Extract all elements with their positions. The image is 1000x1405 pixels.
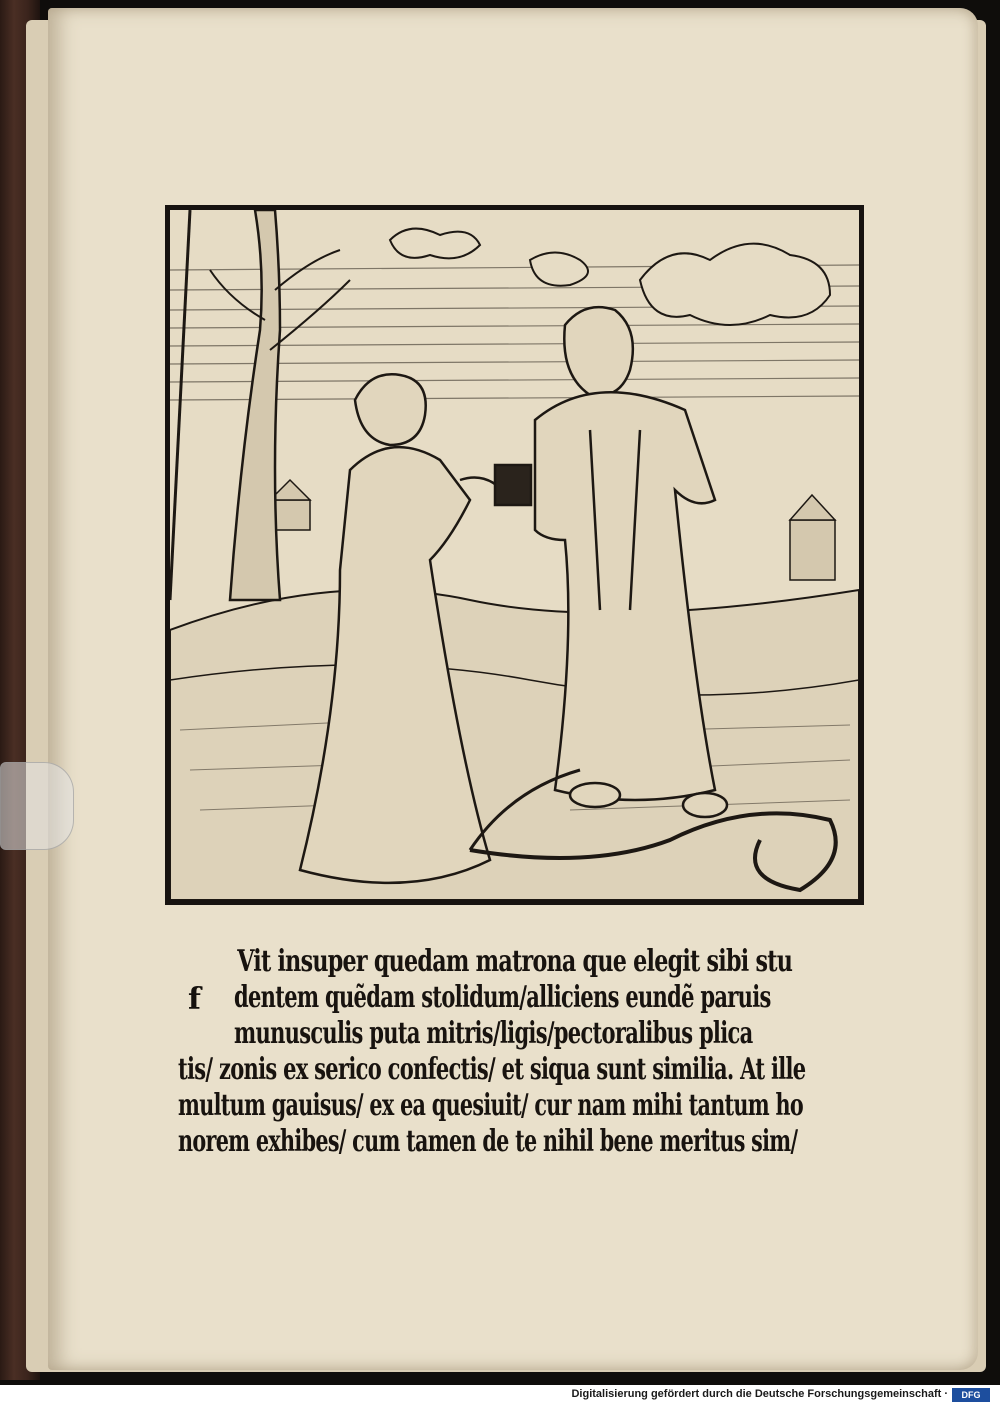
text-line: norem exhibes/ cum tamen de te nihil bene meritus sim/: [178, 1124, 798, 1159]
body-text: [178, 944, 888, 1160]
digitization-credit: Digitalisierung gefördert durch die Deutsche Forschungsgemeinschaft ·: [571, 1388, 948, 1400]
text-line: multum gauisus/ ex ea quesiuit/ cur nam mihi tantum ho: [178, 1088, 803, 1123]
woodcut-illustration: [165, 205, 864, 905]
page-clip: [0, 762, 74, 850]
signature-mark: f: [188, 982, 201, 1017]
text-line: munusculis puta mitris/ligis/pectoralibus plica: [234, 1016, 753, 1051]
dfg-logo-icon: DFG: [952, 1388, 990, 1402]
text-line: Vit insuper quedam matrona que elegit sibi stu: [237, 944, 793, 979]
text-line: dentem quẽdam stolidum/alliciens eundẽ paruis: [234, 980, 771, 1015]
text-line: tis/ zonis ex serico confectis/ et siqua sunt similia. At ille: [178, 1052, 806, 1087]
